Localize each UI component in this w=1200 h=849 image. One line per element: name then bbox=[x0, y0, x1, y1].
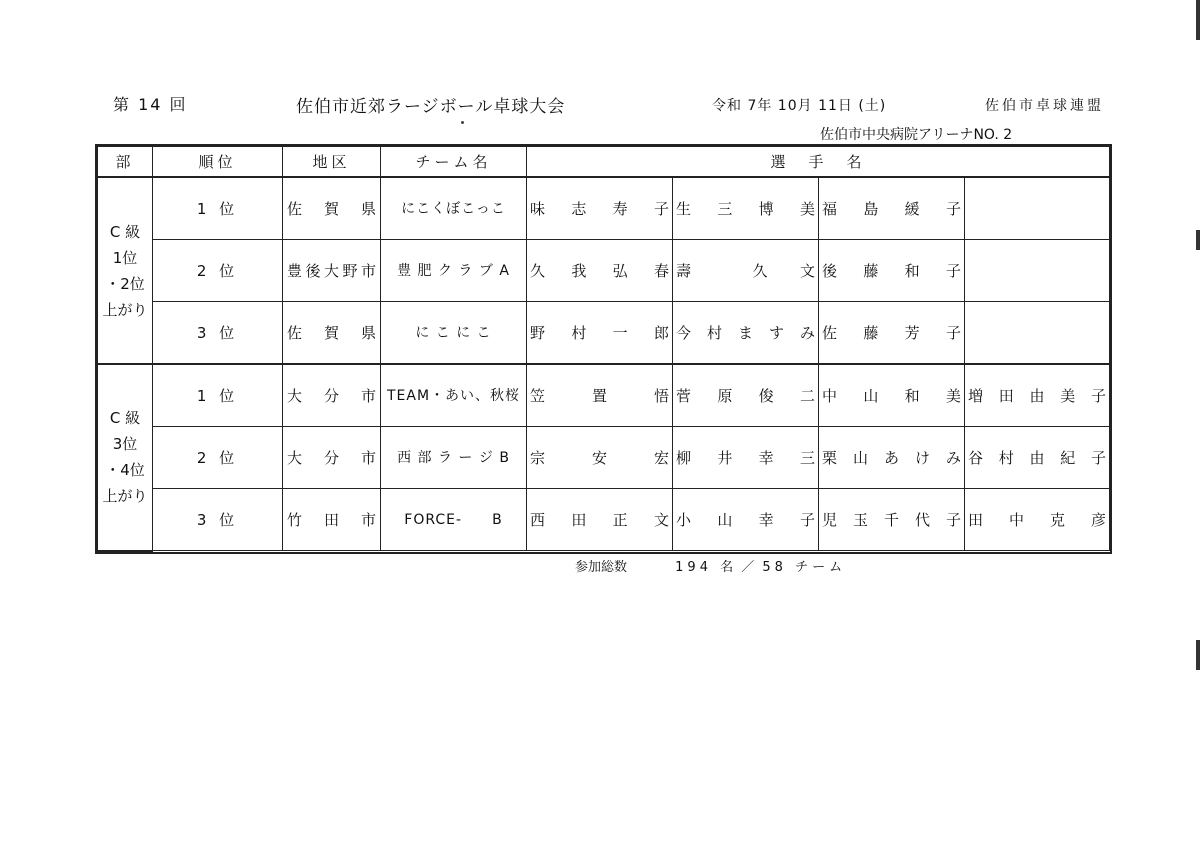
player-cell: 西 田 正 文 bbox=[527, 489, 673, 551]
region-cell: 大 分 市 bbox=[283, 364, 381, 427]
player-cell: 久 我 弘 春 bbox=[527, 240, 673, 302]
player-cell bbox=[965, 177, 1110, 240]
header-division: 部 bbox=[98, 147, 153, 178]
player-cell: 今 村 ま す み bbox=[673, 302, 819, 365]
player-cell: 小 山 幸 子 bbox=[673, 489, 819, 551]
player-cell: 野 村 一 郎 bbox=[527, 302, 673, 365]
tournament-title: 佐伯市近郊ラージボール卓球大会 bbox=[296, 97, 566, 117]
team-count: 58 チーム bbox=[762, 560, 847, 575]
table-row bbox=[98, 302, 1110, 365]
team-cell: 豊 肥 ク ラ ブ A bbox=[381, 240, 527, 302]
rank-cell: 3 位 bbox=[153, 489, 283, 551]
results-body bbox=[98, 177, 1110, 551]
division-line: C 級 bbox=[109, 409, 141, 428]
scan-dot bbox=[461, 121, 464, 124]
rank-cell: 1 位 bbox=[153, 364, 283, 427]
player-cell: 生 三 博 美 bbox=[673, 177, 819, 240]
player-cell: 増 田 由 美 子 bbox=[965, 364, 1110, 427]
results-table bbox=[97, 146, 1110, 552]
table-row bbox=[98, 240, 1110, 302]
player-cell: 福 島 緩 子 bbox=[819, 177, 965, 240]
table-row bbox=[98, 427, 1110, 489]
team-cell: 西 部 ラ ー ジ B bbox=[381, 427, 527, 489]
player-cell: 佐 藤 芳 子 bbox=[819, 302, 965, 365]
division-line: 3位 bbox=[112, 435, 138, 454]
region-cell: 佐 賀 県 bbox=[283, 177, 381, 240]
player-cell: 後 藤 和 子 bbox=[819, 240, 965, 302]
header-team: チーム名 bbox=[381, 147, 527, 178]
summary-separator: ／ bbox=[741, 560, 759, 575]
player-cell: 味 志 寿 子 bbox=[527, 177, 673, 240]
division-line: C 級 bbox=[109, 222, 141, 241]
player-cell bbox=[965, 302, 1110, 365]
division-cell bbox=[98, 364, 153, 551]
region-cell: 佐 賀 県 bbox=[283, 302, 381, 365]
region-cell: 竹 田 市 bbox=[283, 489, 381, 551]
player-cell: 宗 安 宏 bbox=[527, 427, 673, 489]
header-region: 地区 bbox=[283, 147, 381, 178]
header-rank: 順位 bbox=[153, 147, 283, 178]
scan-edge-mark bbox=[1196, 0, 1200, 40]
player-cell: 壽 久 文 bbox=[673, 240, 819, 302]
division-line: ・2位 bbox=[105, 274, 145, 293]
player-cell: 谷 村 由 紀 子 bbox=[965, 427, 1110, 489]
division-cell bbox=[98, 177, 153, 364]
player-cell: 田 中 克 彦 bbox=[965, 489, 1110, 551]
scan-edge-mark bbox=[1196, 230, 1200, 250]
team-cell: TEAM・あい、秋桜 bbox=[381, 364, 527, 427]
division-line: 上がり bbox=[102, 487, 148, 506]
rank-cell: 3 位 bbox=[153, 302, 283, 365]
region-cell: 大 分 市 bbox=[283, 427, 381, 489]
region-cell: 豊後大野市 bbox=[283, 240, 381, 302]
player-cell: 柳 井 幸 三 bbox=[673, 427, 819, 489]
event-date: 令和 7年 10月 11日 (土) bbox=[712, 98, 887, 114]
scan-edge-mark bbox=[1196, 640, 1200, 670]
team-cell: に こ に こ bbox=[381, 302, 527, 365]
summary-label: 参加総数 bbox=[575, 560, 628, 575]
table-row bbox=[98, 177, 1110, 240]
player-cell bbox=[965, 240, 1110, 302]
header-players: 選 手 名 bbox=[527, 147, 1110, 178]
player-cell: 中 山 和 美 bbox=[819, 364, 965, 427]
rank-cell: 2 位 bbox=[153, 240, 283, 302]
table-row bbox=[98, 364, 1110, 427]
division-line: ・4位 bbox=[105, 461, 145, 480]
table-header-row bbox=[98, 147, 1110, 178]
rank-cell: 1 位 bbox=[153, 177, 283, 240]
player-cell: 笠 置 悟 bbox=[527, 364, 673, 427]
division-line: 上がり bbox=[102, 300, 148, 319]
team-cell: FORCE- B bbox=[381, 489, 527, 551]
player-cell: 栗 山 あ け み bbox=[819, 427, 965, 489]
table-row bbox=[98, 489, 1110, 551]
rank-cell: 2 位 bbox=[153, 427, 283, 489]
summary-line bbox=[575, 556, 846, 575]
division-line: 1位 bbox=[112, 248, 138, 267]
player-cell: 児 玉 千 代 子 bbox=[819, 489, 965, 551]
team-cell: にこくぼこっこ bbox=[381, 177, 527, 240]
edition-label: 第 14 回 bbox=[113, 95, 188, 114]
organizer: 佐伯市卓球連盟 bbox=[985, 98, 1104, 114]
player-cell: 菅 原 俊 二 bbox=[673, 364, 819, 427]
venue: 佐伯市中央病院アリーナNO. 2 bbox=[820, 127, 1013, 143]
participant-count: 194 名 bbox=[675, 560, 738, 575]
